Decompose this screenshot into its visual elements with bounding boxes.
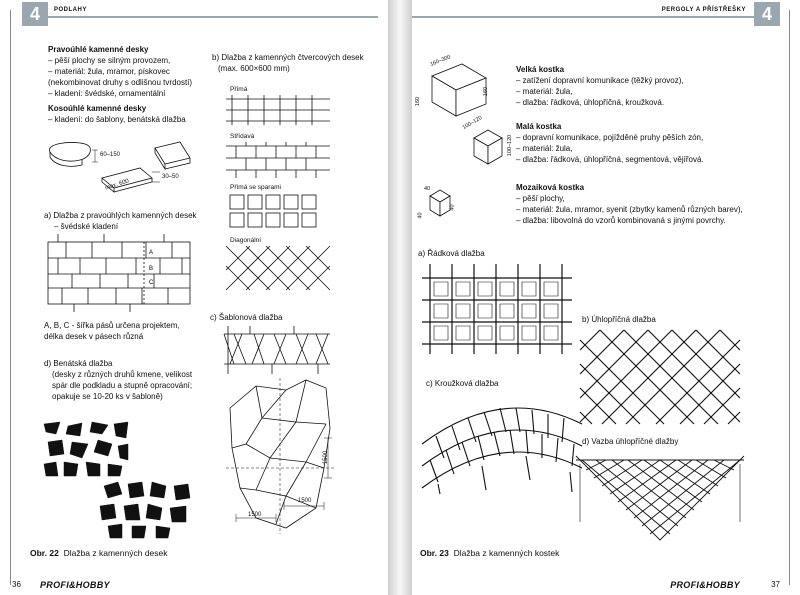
section-a-note: délka desek v pásech různá — [44, 332, 144, 341]
text-line: (desky z různých druhů kmene, velikost — [52, 370, 193, 379]
book-gutter — [388, 0, 412, 595]
heading-pravouhle: Pravoúhlé kamenné desky — [48, 45, 149, 54]
section-b-subtitle: (max. 600×600 mm) — [218, 64, 290, 73]
heading-mozaikova-kostka: Mozaiková kostka — [516, 183, 585, 192]
pattern-label: Přímá — [230, 86, 248, 93]
label-kruzkova: c) Kroužková dlažba — [426, 379, 499, 388]
dim-label: 1500 — [248, 512, 262, 518]
text-line: – kladení: do šablony, benátská dlažba — [48, 115, 186, 124]
pattern-label: Střídavá — [230, 133, 255, 140]
chapter-title: PERGOLY A PŘÍSTŘEŠKY — [661, 7, 746, 13]
label-vazba: d) Vazba úhlopříčné dlažby — [582, 437, 679, 446]
page-number: 37 — [771, 580, 780, 589]
straight-pattern — [226, 95, 330, 125]
right-page — [412, 0, 800, 595]
diagonal-paving-figure — [580, 330, 740, 424]
text-line: – dlažba: řádková, úhlopříčná, kroužková. — [516, 98, 665, 107]
figure-caption — [30, 548, 168, 558]
heading-kosouhle: Kosoúhlé kamenné desky — [48, 104, 147, 113]
dim-label: 160 — [483, 86, 490, 97]
label-uhlopricna: b) Úhlopříčná dlažba — [582, 315, 656, 324]
text-line: – materiál: žula, — [516, 87, 573, 96]
text-line: – dlažba: libovolná do vzorů kombinovaná s jinými povrchy. — [516, 216, 726, 225]
text-line: – pěší plochy, — [516, 194, 565, 203]
chapter-title: PODLAHY — [54, 7, 87, 13]
dim-label: 40 — [449, 204, 456, 211]
ring-paving-figure — [422, 394, 582, 494]
dim-label: 60–150 — [100, 152, 121, 158]
figure-caption — [420, 548, 559, 558]
caption-text: Dlažba z kamenných kostek — [453, 548, 560, 558]
header-rule — [48, 16, 378, 18]
dim-label: 1500 — [298, 498, 312, 504]
pattern-label: Diagonální — [230, 237, 262, 244]
text-line: – materiál: žula, — [516, 144, 573, 153]
template-paving-plan — [226, 378, 334, 534]
section-a-note: A, B, C - šířka pásů určena projektem, — [44, 321, 180, 330]
dim-label: 1500 — [323, 450, 330, 465]
staggered-pattern — [226, 142, 330, 178]
section-c-title: c) Šablonová dlažba — [210, 313, 283, 322]
gapped-pattern — [226, 193, 330, 231]
strip-letter: C — [149, 280, 154, 286]
left-page — [0, 0, 388, 595]
dim-label: 40 — [424, 186, 431, 192]
chapter-number-badge: 4 — [22, 2, 48, 26]
section-b-title: b) Dlažba z kamenných čtvercových desek — [212, 53, 364, 62]
page-border — [10, 10, 11, 585]
page-number: 36 — [12, 580, 21, 589]
heading-velka-kostka: Velká kostka — [516, 65, 565, 74]
swedish-paving-figure — [44, 234, 194, 312]
section-d-title: d) Benátská dlažba — [44, 359, 113, 368]
dim-label: max. 600 — [104, 178, 130, 192]
brand-logo: PROFI&HOBBY — [40, 580, 110, 590]
strip-letter: A — [149, 250, 154, 256]
text-line: – pěší plochy se silným provozem, — [48, 56, 171, 65]
text-line: – dlažba: řádková, úhlopříčná, segmentová, vějířová. — [516, 155, 704, 164]
text-line: – materiál: žula, mramor, syenit (zbytky kamenů různých barev), — [516, 205, 743, 214]
pattern-label: Přímá se sparami — [230, 184, 281, 191]
caption-text: Dlažba z kamenných desek — [63, 548, 168, 558]
text-line: – zatížení dopravní komunikace (těžký provoz), — [516, 76, 684, 85]
caption-label: Obr. 22 — [30, 548, 59, 558]
template-pattern-small — [224, 326, 330, 374]
diagonal-pattern — [226, 246, 330, 290]
venetian-paving-figure — [42, 420, 130, 478]
caption-label: Obr. 23 — [420, 548, 449, 558]
dim-label: 100–120 — [507, 134, 514, 157]
brand-logo: PROFI&HOBBY — [670, 580, 740, 590]
diagonal-bond-figure — [576, 452, 746, 546]
strip-letter: B — [149, 266, 154, 272]
header-rule — [412, 16, 754, 18]
dim-label: 160 — [415, 96, 422, 107]
text-line: opakuje se 10-20 ks v šabloně) — [52, 392, 163, 401]
text-line: – dopravní komunikace, pojížděné pruhy pěších zón, — [516, 133, 704, 142]
chapter-number-badge: 4 — [754, 2, 780, 26]
text-line: – kladení: švédské, ornamentální — [48, 89, 166, 98]
label-radkova: a) Řádková dlažba — [418, 249, 485, 258]
dim-label: 100–120 — [461, 115, 484, 132]
dim-label: 40 — [417, 212, 424, 219]
heading-mala-kostka: Malá kostka — [516, 122, 562, 131]
text-line: – materiál: žula, mramor, pískovec — [48, 67, 170, 76]
venetian-paving-figure-2 — [98, 480, 194, 540]
section-a-subtitle: – švédské kladení — [54, 222, 119, 231]
section-a-title: a) Dlažba z pravoúhlých kamenných desek — [44, 211, 197, 220]
text-line: (nekombinovat druhy s odlišnou tvrdostí) — [48, 78, 193, 87]
dim-label: 30–50 — [162, 174, 179, 180]
dim-label: 160–300 — [429, 54, 452, 68]
text-line: spár dle podkladu a stupně opracování; — [52, 381, 193, 390]
page-border — [789, 10, 790, 585]
row-paving-figure — [416, 264, 576, 354]
